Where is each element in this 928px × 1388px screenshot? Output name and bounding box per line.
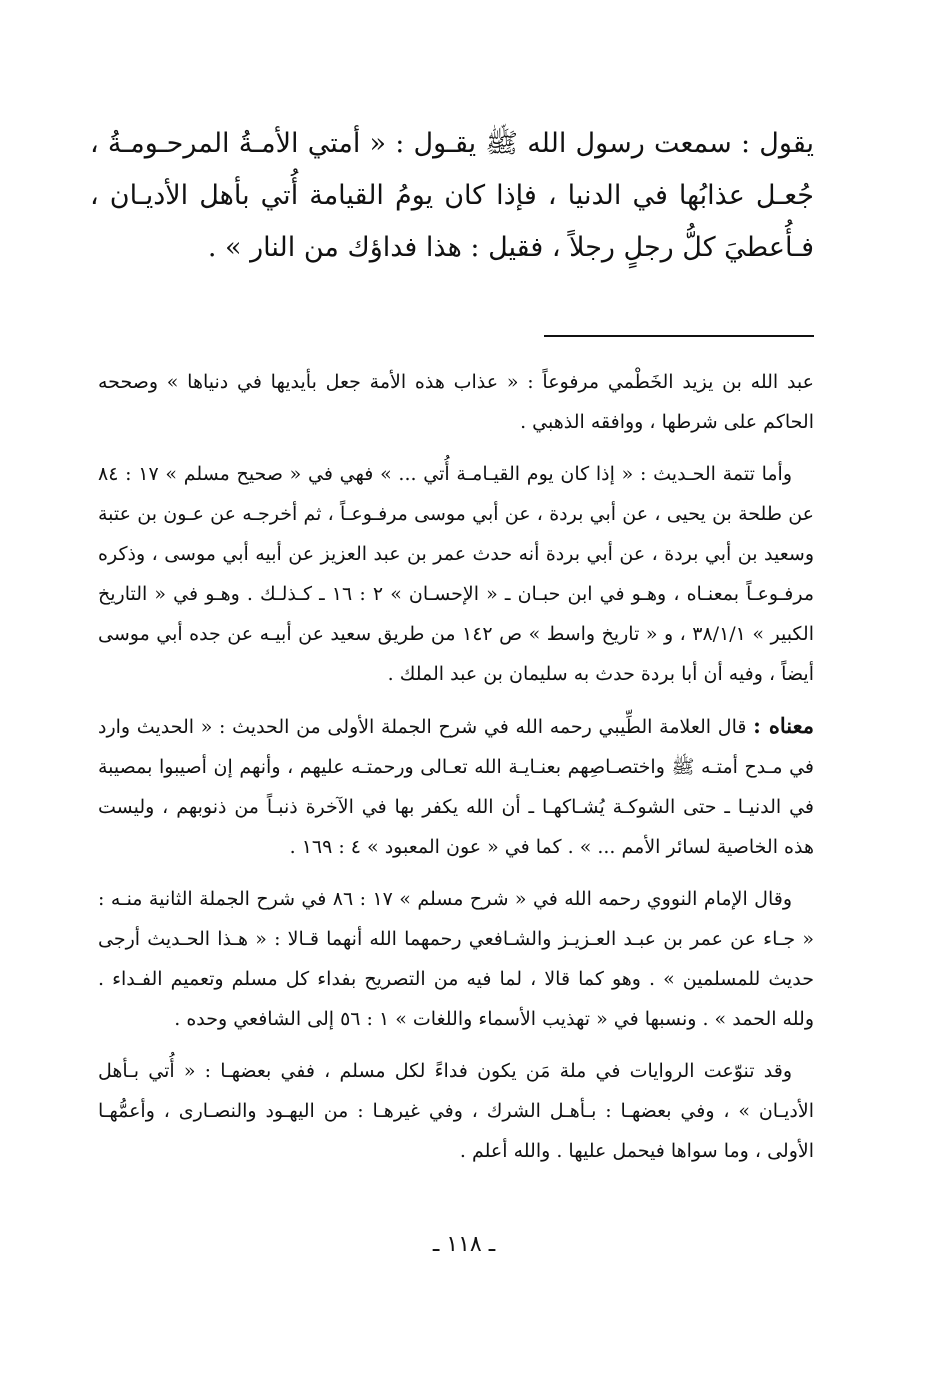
main-passage: يقول : سمعت رسول الله ﷺ يقـول : « أمتي الأمـةُ المرحـومـةُ ، جُعـل عذابُها في الدنيا ، فإذا كان يومُ القيامة أُتي بأهل الأديـان ، فـأُعطيَ كلُّ رجلٍ رجلاً ، فقيل : هذا فداؤك من النار » . (90, 128, 814, 263)
footnote-paragraph-meaning (98, 706, 814, 867)
footnotes-section (98, 362, 814, 1183)
footnote-paragraph: وقال الإمام النووي رحمه الله في « شرح مسلم » ١٧ : ٨٦ في شرح الجملة الثانية منـه : « جـاء عن عمر بن عبـد العـزيـز والشـافعي رحمهما الله أنهما قـالا : « هـذا الحـديث أرجى حديث للمسلمين » . وهو كما قالا ، لما فيه من التصريح بفداء كل مسلم وتعميم الفـداء . ولله الحمد » . ونسبها في « تهذيب الأسماء واللغات » ١ : ٥٦ إلى الشافعي وحده . (98, 888, 814, 1030)
page-number: ـ ١١٨ ـ (432, 1232, 496, 1257)
footnote-paragraph: عبد الله بن يزيد الخَطْمي مرفوعاً : « عذاب هذه الأمة جعل بأيديها في دنياها » وصححه الحاكم على شرطها ، ووافقه الذهبي . (98, 371, 814, 433)
footnote-paragraph: وأما تتمة الحـديث : « إذا كان يوم القيـامـة أُتي ... » فهي في « صحيح مسلم » ١٧ : ٨٤ عن طلحة بن يحيى ، عن أبي بردة ، عن أبي موسى مرفـوعـاً ، ثم أخرجـه عن عـون بن عتبة وسعيد بن أبي بردة ، عن أبي بردة أنه حدث عمر بن عبد العزيز عن أبيه أبي موسى ، وذكره مرفـوعـاً بمعنـاه ، وهـو في ابن حبـان ـ « الإحسـان » ٢ : ١٦ ـ كـذلـك . وهـو في « التاريخ الكبير » ٣٨/١/١ ، و « تاريخ واسط » ص ١٤٢ من طريق سعيد عن أبيـه عن جده أبي موسى أيضاً ، وفيه أن أبا بردة حدث به سليمان بن عبد الملك . (98, 463, 814, 685)
meaning-body: قال العلامة الطِّيبي رحمه الله في شرح الجملة الأولى من الحديث : « الحديث وارد في مـدح أمتـه ﷺ واختصـاصِهم بعنـايـة الله تعـالى ورحمتـه عليهم ، وأنهم إن أصيبوا بمصيبة في الدنيـا ـ حتى الشوكـة يُشـاكهـا ـ أن الله يكفر بها في الآخرة ذنبـاً من ذنوبهم ، وليست هذه الخاصية لسائر الأمم ... » . كما في « عون المعبود » ٤ : ١٦٩ . (98, 716, 814, 858)
footnote-paragraph: وقد تنوّعت الروايات في ملة مَن يكون فداءً لكل مسلم ، ففي بعضهـا : « أُتي بـأهل الأديـان » ، وفي بعضهـا : بـأهـل الشرك ، وفي غيرهـا : من اليهـود والنصـارى ، وأعمُّهـا الأولى ، وما سواها فيحمل عليها . والله أعلم . (98, 1060, 814, 1162)
footnote-separator (544, 335, 814, 337)
meaning-heading: معناه : (753, 713, 814, 738)
